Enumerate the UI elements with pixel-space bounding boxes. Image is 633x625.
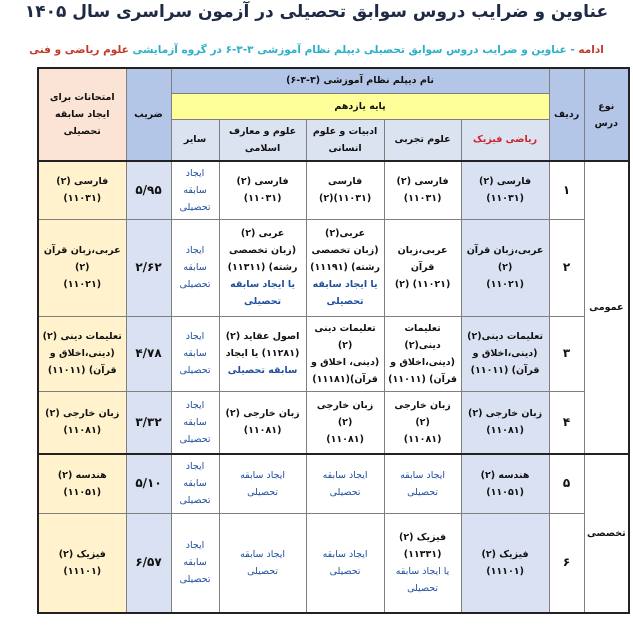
header-row-number: ردیف — [549, 68, 584, 161]
table-row — [38, 391, 629, 454]
table-row — [38, 219, 629, 316]
cell-coefficient: ۶/۵۷ — [126, 513, 171, 613]
cell-math-physics: زبان خارجی (۲) (۱۱۰۸۱) — [461, 391, 549, 454]
cell-experimental: تعلیمات دینی(۲) (دینی،اخلاق و قرآن) (۱۱۰۱۱) — [384, 316, 461, 391]
cell-math-physics: تعلیمات دینی(۲) (دینی،اخلاق و قرآن) (۱۱۰۱۱) — [461, 316, 549, 391]
cell-experimental: عربی،زبان قرآن (۱۱۰۲۱) (۲) — [384, 219, 461, 316]
cell-coefficient: ۲/۶۲ — [126, 219, 171, 316]
table-row — [38, 513, 629, 613]
row-number: ۶ — [549, 513, 584, 613]
cell-math-physics: فارسی (۲) (۱۱۰۳۱) — [461, 161, 549, 219]
cell-humanities: زبان خارجی (۲) (۱۱۰۸۱) — [306, 391, 384, 454]
row-number: ۵ — [549, 454, 584, 513]
table-row — [38, 454, 629, 513]
cell-humanities: تعلیمات دینی (۲) (دینی، اخلاق و قرآن)(۱۱۱۸۱) — [306, 316, 384, 391]
cell-math-physics: عربی،زبان قرآن (۲) (۱۱۰۲۱) — [461, 219, 549, 316]
cell-exam: هندسه (۲) (۱۱۰۵۱) — [38, 454, 126, 513]
header-coefficient: ضریب — [126, 68, 171, 161]
cell-islamic: ایجاد سابقه تحصیلی — [219, 513, 306, 613]
page-title: عناوین و ضرایب دروس سوابق تحصیلی در آزمون سراسری سال ۱۴۰۵ — [24, 2, 609, 22]
caption-group: علوم ریاضی و فنی — [29, 44, 129, 56]
cell-experimental: ایجاد سابقه تحصیلی — [384, 454, 461, 513]
cell-other: ایجاد سابقه تحصیلی — [171, 316, 219, 391]
cell-experimental: فارسی (۲) (۱۱۰۳۱) — [384, 161, 461, 219]
cell-exam: تعلیمات دینی (۲) (دینی،اخلاق و قرآن) (۱۱۰۱۱) — [38, 316, 126, 391]
cell-exam: عربی،زبان قرآن (۲) (۱۱۰۲۱) — [38, 219, 126, 316]
table-row — [38, 161, 629, 219]
header-course-type: نوع درس — [584, 68, 629, 161]
cell-humanities: ایجاد سابقه تحصیلی — [306, 454, 384, 513]
cell-other: ایجاد سابقه تحصیلی — [171, 454, 219, 513]
row-number: ۱ — [549, 161, 584, 219]
cell-coefficient: ۵/۱۰ — [126, 454, 171, 513]
row-number: ۲ — [549, 219, 584, 316]
cell-experimental: فیزیک (۲) (۱۱۳۳۱) یا ایجاد سابقه تحصیلی — [384, 513, 461, 613]
cell-coefficient: ۴/۷۸ — [126, 316, 171, 391]
cell-humanities: فارسی (۱۱۰۳۱)(۲) — [306, 161, 384, 219]
caption-prefix: ادامه — [578, 44, 604, 56]
header-grade: پایه یازدهم — [171, 93, 549, 119]
row-number: ۴ — [549, 391, 584, 454]
header-col-other: سایر — [171, 119, 219, 161]
header-col-experimental: علوم تجربی — [384, 119, 461, 161]
header-col-math-physics: ریاضی فیزیک — [461, 119, 549, 161]
cell-math-physics: هندسه (۲) (۱۱۰۵۱) — [461, 454, 549, 513]
cell-other: ایجاد سابقه تحصیلی — [171, 161, 219, 219]
header-col-islamic: علوم و معارف اسلامی — [219, 119, 306, 161]
cell-exam: فارسی (۲) (۱۱۰۳۱) — [38, 161, 126, 219]
cell-other: ایجاد سابقه تحصیلی — [171, 391, 219, 454]
group-specialized: تخصصی — [584, 454, 629, 613]
cell-humanities: عربی(۲) (زبان تخصصی رشته) (۱۱۱۹۱) یا ایجاد سابقه تحصیلی — [306, 219, 384, 316]
cell-coefficient: ۳/۳۲ — [126, 391, 171, 454]
cell-islamic: فارسی (۲) (۱۱۰۳۱) — [219, 161, 306, 219]
coefficients-table — [37, 67, 630, 614]
cell-islamic: عربی (۲) (زبان تخصصی رشته) (۱۱۳۱۱) یا ایجاد سابقه تحصیلی — [219, 219, 306, 316]
header-exams: امتحانات برای ایجاد سابقه تحصیلی — [38, 68, 126, 161]
cell-other: ایجاد سابقه تحصیلی — [171, 219, 219, 316]
header-col-humanities: ادبیات و علوم انسانی — [306, 119, 384, 161]
row-number: ۳ — [549, 316, 584, 391]
group-general: عمومی — [584, 161, 629, 454]
cell-coefficient: ۵/۹۵ — [126, 161, 171, 219]
caption-middle: - عناوین و ضرایب دروس سوابق تحصیلی دیپلم نظام آموزشی ۳-۳-۶ در گروه آزمایشی — [128, 44, 579, 56]
cell-experimental: زبان خارجی (۲) (۱۱۰۸۱) — [384, 391, 461, 454]
table-row — [38, 316, 629, 391]
cell-math-physics: فیزیک (۲) (۱۱۱۰۱) — [461, 513, 549, 613]
table-caption — [8, 44, 625, 56]
cell-humanities: ایجاد سابقه تحصیلی — [306, 513, 384, 613]
cell-other: ایجاد سابقه تحصیلی — [171, 513, 219, 613]
cell-islamic: ایجاد سابقه تحصیلی — [219, 454, 306, 513]
cell-exam: فیزیک (۲) (۱۱۱۰۱) — [38, 513, 126, 613]
header-diploma-name: نام دیپلم نظام آموزشی (۳-۳-۶) — [171, 68, 549, 93]
cell-islamic: زبان خارجی (۲) (۱۱۰۸۱) — [219, 391, 306, 454]
cell-exam: زبان خارجی (۲) (۱۱۰۸۱) — [38, 391, 126, 454]
cell-islamic: اصول عقاید (۲) (۱۱۲۸۱) یا ایجاد سابقه تحصیلی — [219, 316, 306, 391]
